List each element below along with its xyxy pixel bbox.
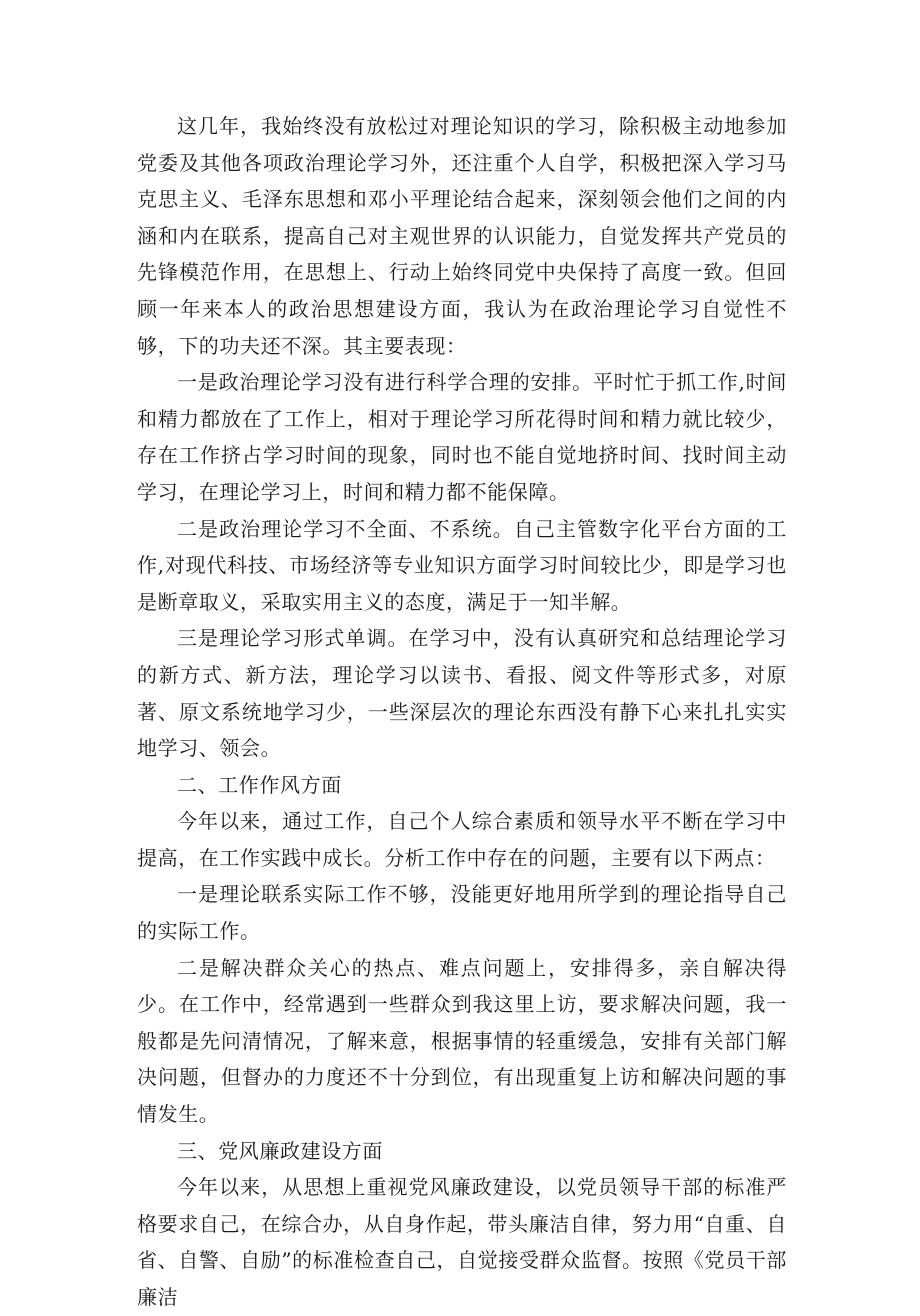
section-heading-integrity: 三、党风廉政建设方面 (177, 1138, 383, 1163)
paragraph-point-two: 二是政治理论学习不全面、不系统。自己主管数字化平台方面的工作,对现代科技、市场经济等专业知识方面学习时间较比少，即是学习也是断章取义，采取实用主义的态度，满足于一知半解。 (137, 516, 787, 614)
paragraph-work-style-intro: 今年以来，通过工作，自己个人综合素质和领导水平不断在学习中提高，在工作实践中成长。分析工作中存在的问题，主要有以下两点： (137, 809, 787, 870)
document-body (137, 108, 787, 1316)
paragraph-political-study-intro: 这几年，我始终没有放松过对理论知识的学习，除积极主动地参加党委及其他各项政治理论学习外，还注重个人自学，积极把深入学习马克思主义、毛泽东思想和邓小平理论结合起来，深刻领会他们之间的内涵和内在联系，提高自己对主观世界的认识能力，自觉发挥共产党员的先锋模范作用，在思想上、行动上始终同党中央保持了高度一致。但回顾一年来本人的政治思想建设方面，我认为在政治理论学习自觉性不够，下的功夫还不深。其主要表现： (137, 114, 787, 358)
paragraph-work-point-one: 一是理论联系实际工作不够，没能更好地用所学到的理论指导自己的实际工作。 (137, 882, 787, 944)
section-heading-work-style: 二、工作作风方面 (177, 772, 342, 797)
paragraph-point-one: 一是政治理论学习没有进行科学合理的安排。平时忙于抓工作,时间和精力都放在了工作上，相对于理论学习所花得时间和精力就比较少，存在工作挤占学习时间的现象，同时也不能自觉地挤时间、找时间主动学习，在理论学习上，时间和精力都不能保障。 (137, 370, 787, 504)
paragraph-integrity-intro: 今年以来，从思想上重视党风廉政建设，以党员领导干部的标准严格要求自己，在综合办，从自身作起，带头廉洁自律，努力用“自重、自省、自警、自励”的标准检查自己，自觉接受群众监督。按照《党员干部廉洁 (137, 1175, 787, 1309)
paragraph-work-point-two: 二是解决群众关心的热点、难点问题上，安排得多，亲自解决得少。在工作中，经常遇到一些群众到我这里上访，要求解决问题，我一般都是先问清情况，了解来意，根据事情的轻重缓急，安排有关部门解决问题，但督办的力度还不十分到位，有出现重复上访和解决问题的事情发生。 (137, 955, 787, 1127)
paragraph-point-three: 三是理论学习形式单调。在学习中，没有认真研究和总结理论学习的新方式、新方法，理论学习以读书、看报、阅文件等形式多，对原著、原文系统地学习少，一些深层次的理论东西没有静下心来扎扎实实地学习、领会。 (137, 626, 787, 761)
